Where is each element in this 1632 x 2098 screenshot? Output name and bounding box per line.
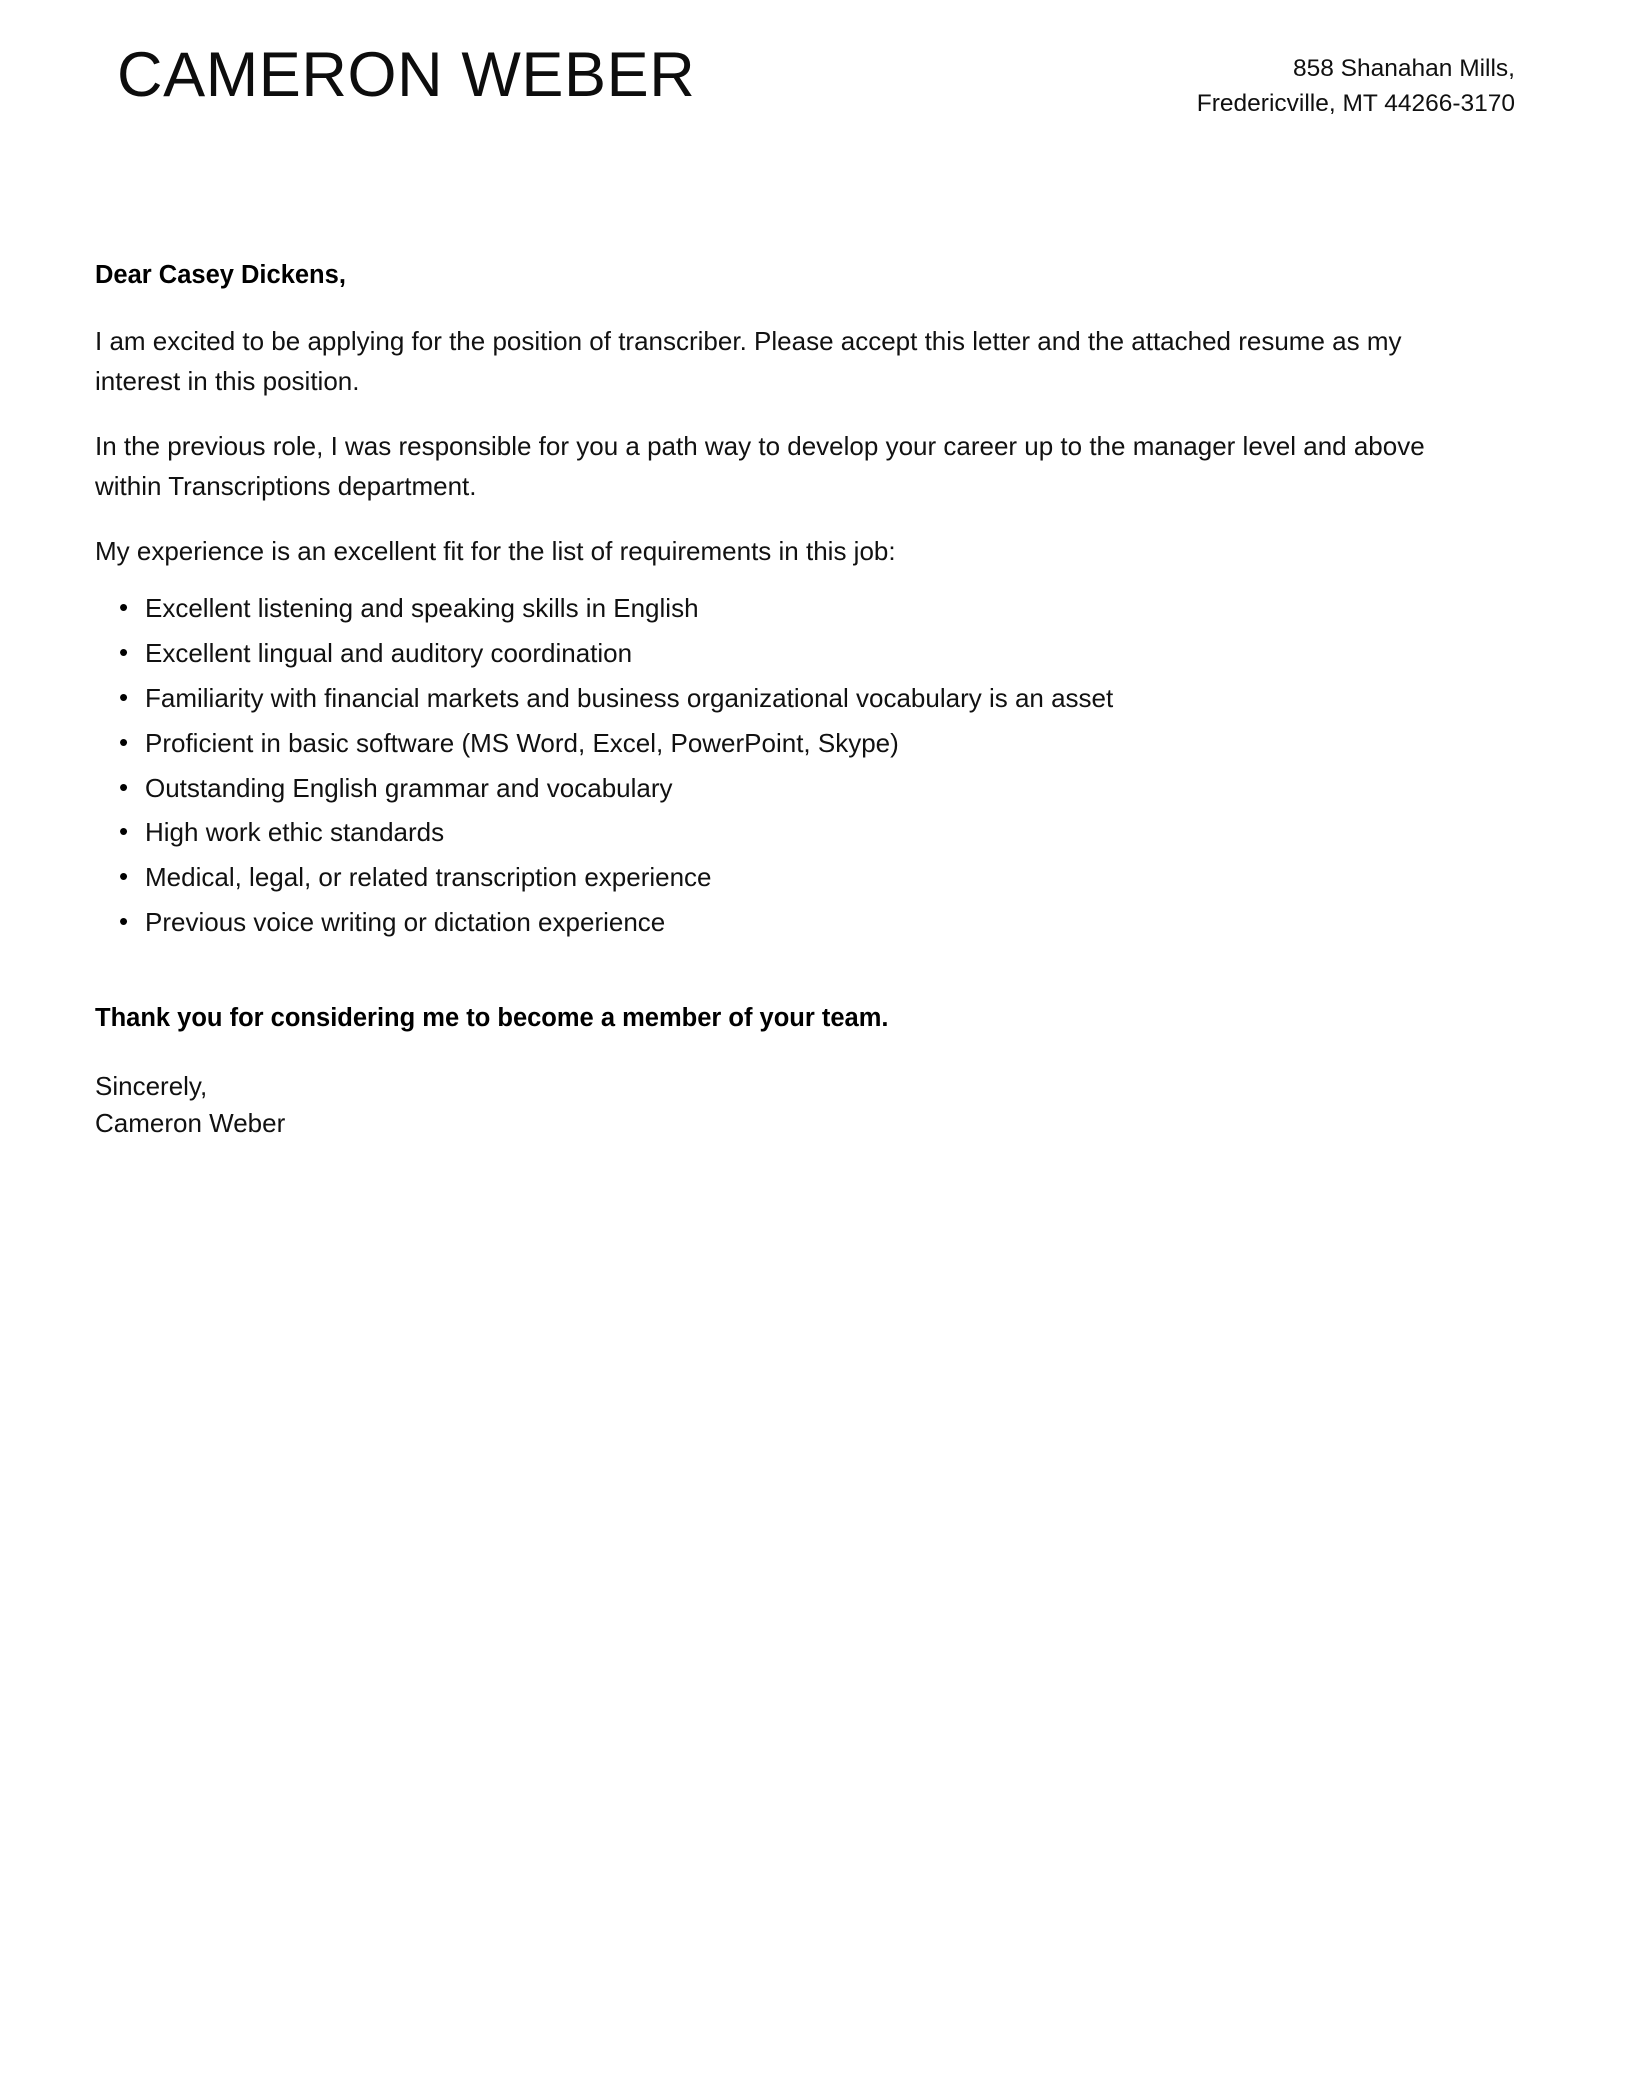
list-item: • Excellent listening and speaking skills in English <box>95 594 1490 639</box>
address-line-street: 858 Shanahan Mills, <box>1292 55 1515 82</box>
requirements-list <box>95 594 1490 953</box>
signature-block <box>95 1068 1490 1143</box>
list-item: • Medical, legal, or related transcription experience <box>95 863 1490 908</box>
page-title: CAMERON WEBER <box>117 40 696 110</box>
letter-body <box>95 258 1490 1143</box>
closing-statement: Thank you for considering me to become a member of your team. <box>95 1004 889 1033</box>
list-item: • Familiarity with financial markets and business organizational vocabulary is an asset <box>95 684 1490 729</box>
body-paragraph-1: I am excited to be applying for the position of transcriber. Please accept this letter and the attached resume as my interest in this position. <box>95 326 1402 396</box>
list-item: • Proficient in basic software (MS Word, Excel, PowerPoint, Skype) <box>95 729 1490 774</box>
signer-name: Cameron Weber <box>95 1108 286 1139</box>
list-item: • Excellent lingual and auditory coordination <box>95 639 1490 684</box>
salutation: Dear Casey Dickens, <box>95 261 346 289</box>
address-line-city-state-zip: Fredericville, MT 44266-3170 <box>1196 89 1515 117</box>
sender-address <box>1197 42 1515 122</box>
body-paragraph-2: In the previous role, I was responsible for you a path way to develop your career up to the manager level and above within Transcriptions department. <box>95 431 1425 501</box>
requirements-lead-in: My experience is an excellent fit for the list of requirements in this job: <box>95 536 896 567</box>
list-item: • Outstanding English grammar and vocabulary <box>95 774 1490 819</box>
list-item: • High work ethic standards <box>95 818 1490 863</box>
letter-header <box>95 42 1515 122</box>
signoff: Sincerely, <box>95 1070 208 1101</box>
list-item: • Previous voice writing or dictation experience <box>95 908 1490 953</box>
